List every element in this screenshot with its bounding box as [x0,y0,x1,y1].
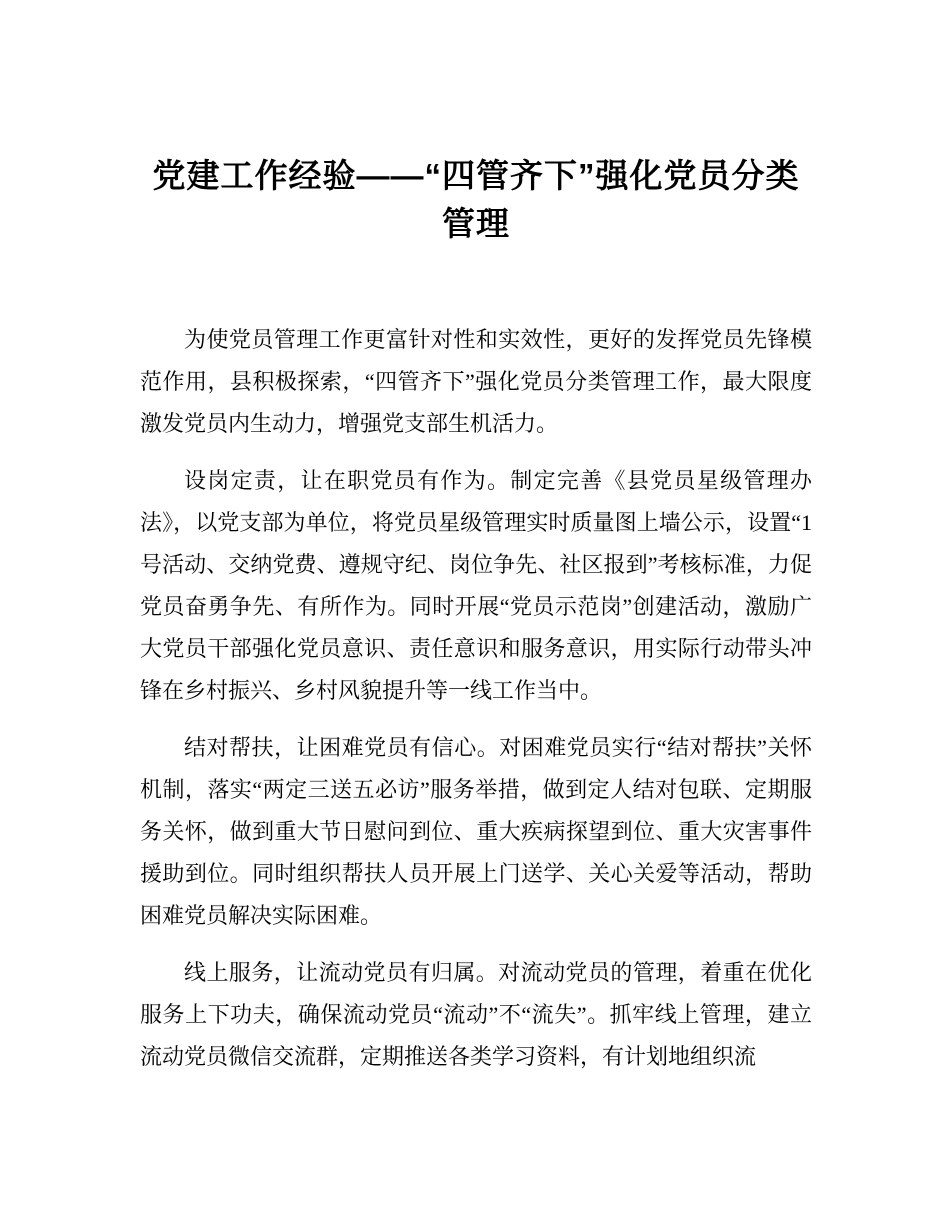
document-body [140,319,812,1078]
paragraph-shegang-dingze: 设岗定责，让在职党员有作为。制定完善《县党员星级管理办法》，以党支部为单位，将党员星级管理实时质量图上墙公示，设置“1号活动、交纳党费、遵规守纪、岗位争先、社区报到”考核标准，力促党员奋勇争先、有所作为。同时开展“党员示范岗”创建活动，激励广大党员干部强化党员意识、责任意识和服务意识，用实际行动带头冲锋在乡村振兴、乡村风貌提升等一线工作当中。 [140,468,812,703]
document-title [140,152,812,248]
document-title-line-1: 党建工作经验——“四管齐下”强化党员分类 [152,157,800,194]
paragraph-xianshang-fuwu: 线上服务，让流动党员有归属。对流动党员的管理，着重在优化服务上下功夫，确保流动党员“流动”不“流失”。抓牢线上管理，建立流动党员微信交流群，定期推送各类学习资料，有计划地组织流 [140,960,812,1069]
paragraph-jiedui-bangfu: 结对帮扶，让困难党员有信心。对困难党员实行“结对帮扶”关怀机制，落实“两定三送五必访”服务举措，做到定人结对包联、定期服务关怀，做到重大节日慰问到位、重大疾病探望到位、重大灾害事件援助到位。同时组织帮扶人员开展上门送学、关心关爱等活动，帮助困难党员解决实际困难。 [140,735,812,928]
document-title-line-2: 管理 [442,205,510,242]
paragraph-intro: 为使党员管理工作更富针对性和实效性，更好的发挥党员先锋模范作用，县积极探索，“四管齐下”强化党员分类管理工作，最大限度激发党员内生动力，增强党支部生机活力。 [140,327,812,436]
